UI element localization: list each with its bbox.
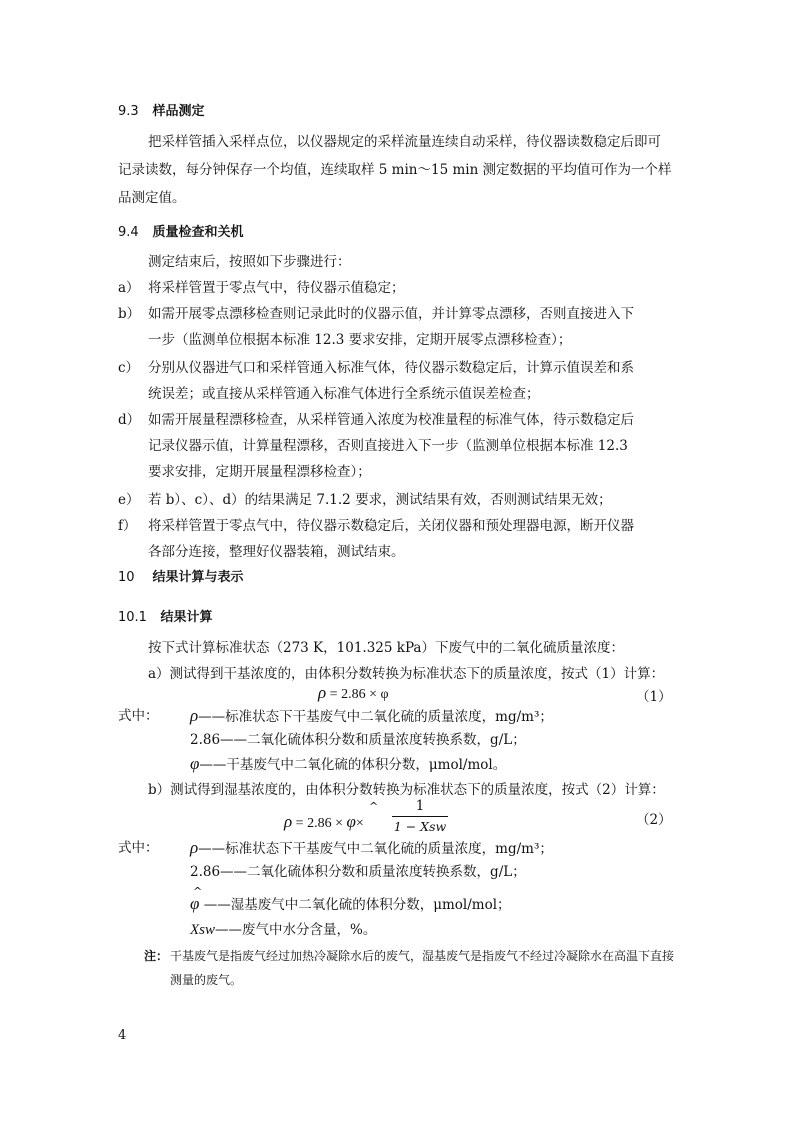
formula-coefficient: = 2.86 × [295,816,347,831]
section-title: 质量检查和关机 [152,225,244,240]
paragraph-line: 品测定值。 [118,190,186,206]
list-item-text: 将采样管置于零点气中，待仪器示值稳定； [148,280,405,296]
list-item-text: 如需开展零点漂移检查则记录此时的仪器示值，并计算零点漂移，否则直接进入下 [148,306,634,322]
formula-rhs: = 2.86 × φ [329,687,389,702]
where-label: 式中： [118,840,159,856]
symbol: ρ [190,838,199,857]
definition-line: 2.86——二氧化硫体积分数和质量浓度转换系数，g/L； [190,732,526,748]
definition-text: ——废气中水分含量，%。 [215,922,377,938]
hat-accent: ^ [193,885,203,898]
list-item-text: 要求安排，定期开展量程漂移检查）； [148,464,371,480]
symbol: φ [190,754,200,773]
list-item-label: b） [118,306,141,322]
paragraph-line: 记录读数，每分钟保存一个均值，连续取样 5 min～15 min 测定数据的平均值可作为一个样 [118,162,672,178]
paragraph-line: 测定结束后，按照如下步骤进行： [148,254,351,270]
formula-operator: × [355,816,364,831]
list-item-text: 各部分连接，整理好仪器装箱，测试结束。 [148,544,405,560]
definition-line [190,916,376,944]
list-item-label: c） [118,360,140,376]
list-item-text: 若 b）、c）、d）的结果满足 7.1.2 要求，测试结果有效，否则测试结果无效； [148,492,612,508]
list-item-label: a） [118,280,140,296]
paragraph-line: a）测试得到干基浓度的，由体积分数转换为标准状态下的质量浓度，按式（1）计算： [148,666,665,682]
definition-line [190,890,511,919]
definition-line: 2.86——二氧化硫体积分数和质量浓度转换系数，g/L； [190,864,526,880]
list-item-label: e） [118,492,140,508]
definition-text: ——干基废气中二氧化硫的体积分数，μmol/mol。 [199,757,507,773]
definition-text: ——标准状态下干基废气中二氧化硫的质量浓度，mg/m³； [198,709,553,725]
equation-number: （2） [636,812,672,828]
section-title: 结果计算 [160,610,213,625]
section-number: 10.1 [118,610,147,625]
definition-text: ——标准状态下干基废气中二氧化硫的质量浓度，mg/m³； [198,841,553,857]
list-item-text: 一步（监测单位根据本标准 12.3 要求安排，定期开展零点漂移检查）； [148,332,572,348]
paragraph-line: 把采样管插入采样点位，以仪器规定的采样流量连续自动采样，待仪器读数稳定后即可 [148,134,661,150]
formula-symbol-rho: ρ [284,812,293,831]
section-heading-10-1 [118,606,213,625]
where-label: 式中： [118,708,159,724]
list-item-label: f） [118,518,137,534]
list-item-text: 统误差；或直接从采样管通入标准气体进行全系统示值误差检查； [148,386,540,402]
section-heading-10 [118,566,244,585]
definition-line [190,750,506,779]
fraction-bar [392,816,448,817]
fraction-numerator: 1 [415,798,425,814]
formula-1 [318,683,389,703]
symbol: φ [190,894,200,913]
formula-fraction [392,798,448,834]
section-heading-9-4 [118,221,244,240]
page-number: 4 [118,1028,127,1043]
section-number: 10 [118,570,135,585]
note-text: 测量的废气。 [170,973,243,987]
symbol: Xsw [190,922,216,938]
note-label: 注： [144,949,169,963]
section-heading-9-3 [118,100,205,119]
definition-text: ——湿基废气中二氧化硫的体积分数，μmol/mol； [199,897,511,913]
paragraph-line: 按下式计算标准状态（273 K，101.325 kPa）下废气中的二氧化硫质量浓度： [148,640,624,656]
list-item-text: 分别从仪器进气口和采样管通入标准气体，待仪器示数稳定后，计算示值误差和系 [148,360,634,376]
formula-symbol-phi-hat: φ [346,812,356,831]
list-item-label: d） [118,412,141,428]
section-title: 结果计算与表示 [152,570,244,585]
equation-number: （1） [636,689,672,705]
paragraph-line: b）测试得到湿基浓度的，由体积分数转换为标准状态下的质量浓度，按式（2）计算： [148,782,665,798]
symbol: ρ [190,706,199,725]
formula-symbol-rho: ρ [318,683,327,702]
list-item-text: 将采样管置于零点气中，待仪器示数稳定后，关闭仪器和预处理器电源，断开仪器 [148,518,634,534]
fraction-denominator: 1 − Xsw [393,819,447,834]
hat-accent: ^ [369,800,379,813]
list-item-text: 如需开展量程漂移检查，从采样管通入浓度为校准量程的标准气体，待示数稳定后 [148,412,634,428]
note-text: 干基废气是指废气经过加热冷凝除水后的废气，湿基废气是指废气不经过冷凝除水在高温下直接 [170,949,675,963]
formula-2 [284,812,364,832]
section-number: 9.3 [118,104,139,119]
section-title: 样品测定 [152,104,205,119]
list-item-text: 记录仪器示值，计算量程漂移，否则直接进入下一步（监测单位根据本标准 12.3 [148,438,628,454]
section-number: 9.4 [118,225,139,240]
